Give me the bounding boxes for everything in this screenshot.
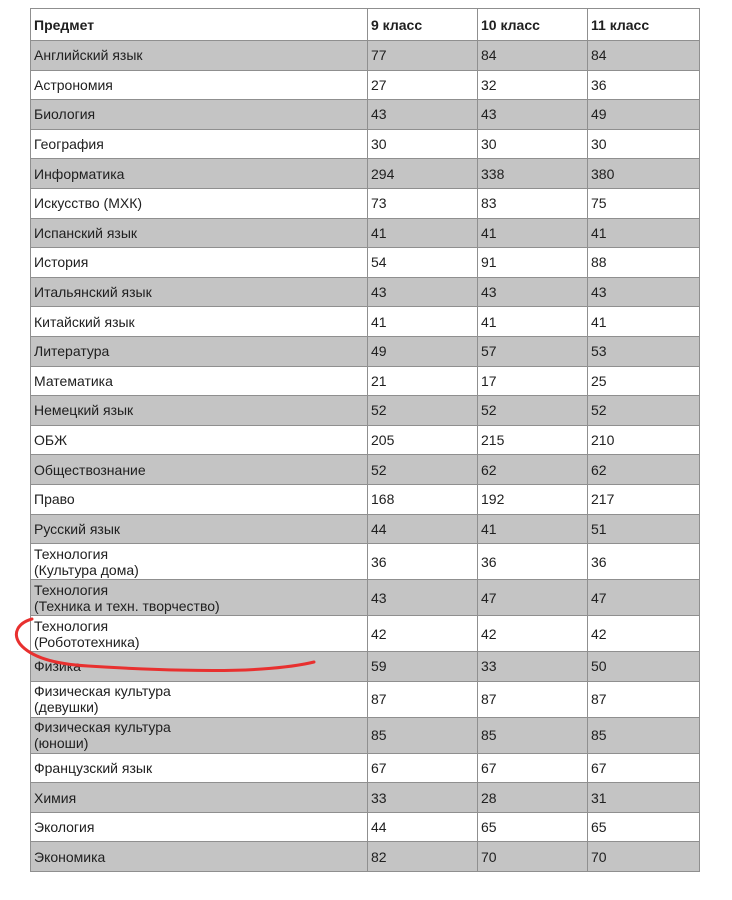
grade-10-score: 87	[478, 681, 588, 717]
grade-11-score: 84	[588, 41, 700, 71]
grade-9-score: 43	[368, 100, 478, 130]
grade-10-score: 57	[478, 336, 588, 366]
grade-10-score: 30	[478, 129, 588, 159]
subject-name-line: Технология	[34, 617, 109, 634]
grade-9-score: 168	[368, 484, 478, 514]
table-row	[31, 307, 700, 337]
grade-10-score: 83	[478, 188, 588, 218]
table-row	[31, 652, 700, 682]
grade-11-score: 67	[588, 753, 700, 783]
grade-10-score: 67	[478, 753, 588, 783]
grade-9-score: 87	[368, 681, 478, 717]
grade-10-score: 28	[478, 783, 588, 813]
table-row	[31, 425, 700, 455]
grade-11-score: 42	[588, 616, 700, 652]
grade-9-score: 52	[368, 396, 478, 426]
table-row	[31, 717, 700, 753]
subject-name-line: Итальянский язык	[34, 284, 152, 301]
table-row	[31, 681, 700, 717]
grade-11-score: 49	[588, 100, 700, 130]
grade-9-score: 82	[368, 842, 478, 872]
subject-name-line: Химия	[34, 789, 77, 806]
grade-9-score: 27	[368, 70, 478, 100]
subject-cell	[31, 455, 368, 485]
grade-11-score: 25	[588, 366, 700, 396]
grade-9-score: 42	[368, 616, 478, 652]
subject-name-line: Технология	[34, 581, 109, 598]
grade-10-score: 52	[478, 396, 588, 426]
subject-cell	[31, 218, 368, 248]
grade-11-score: 85	[588, 717, 700, 753]
subject-cell	[31, 336, 368, 366]
grade-11-score: 65	[588, 812, 700, 842]
table-row	[31, 616, 700, 652]
grade-11-score: 31	[588, 783, 700, 813]
subject-name-line: Физика	[34, 658, 81, 675]
grade-11-score: 217	[588, 484, 700, 514]
table-row	[31, 129, 700, 159]
subject-name-line: (девушки)	[34, 699, 99, 716]
grade-11-score: 70	[588, 842, 700, 872]
table-row	[31, 248, 700, 278]
grade-11-score: 51	[588, 514, 700, 544]
subject-name-line: Искусство (МХК)	[34, 195, 143, 212]
subject-name-line: Физическая культура	[34, 719, 171, 736]
table-row	[31, 484, 700, 514]
grade-9-score: 85	[368, 717, 478, 753]
subject-cell	[31, 544, 368, 580]
header-grade-10: 10 класс	[478, 9, 588, 41]
table-row	[31, 70, 700, 100]
table-row	[31, 218, 700, 248]
grade-11-score: 36	[588, 70, 700, 100]
grade-10-score: 41	[478, 218, 588, 248]
subject-cell	[31, 842, 368, 872]
grade-11-score: 47	[588, 580, 700, 616]
subject-cell	[31, 783, 368, 813]
grade-10-score: 42	[478, 616, 588, 652]
table-row	[31, 188, 700, 218]
subject-cell	[31, 812, 368, 842]
table-row	[31, 812, 700, 842]
subject-cell	[31, 277, 368, 307]
grade-11-score: 30	[588, 129, 700, 159]
subject-name-line: Биология	[34, 106, 96, 123]
grade-9-score: 43	[368, 277, 478, 307]
grade-11-score: 210	[588, 425, 700, 455]
subject-cell	[31, 41, 368, 71]
subject-name-line: Физическая культура	[34, 683, 171, 700]
subject-cell	[31, 753, 368, 783]
table-row	[31, 842, 700, 872]
grade-10-score: 43	[478, 100, 588, 130]
subject-cell	[31, 129, 368, 159]
subject-name-line: (Техника и техн. творчество)	[34, 597, 220, 614]
table-row	[31, 277, 700, 307]
table-row	[31, 396, 700, 426]
grade-10-score: 32	[478, 70, 588, 100]
grade-11-score: 88	[588, 248, 700, 278]
grade-9-score: 205	[368, 425, 478, 455]
subject-name-line: Астрономия	[34, 76, 113, 93]
grade-9-score: 294	[368, 159, 478, 189]
table-row	[31, 753, 700, 783]
subject-name-line: Технология	[34, 545, 109, 562]
subject-cell	[31, 681, 368, 717]
subject-name-line: Русский язык	[34, 520, 121, 537]
grade-11-score: 50	[588, 652, 700, 682]
table-row	[31, 41, 700, 71]
table-row	[31, 100, 700, 130]
subject-cell	[31, 70, 368, 100]
scores-table	[30, 8, 700, 872]
grade-10-score: 91	[478, 248, 588, 278]
grade-9-score: 43	[368, 580, 478, 616]
grade-9-score: 44	[368, 812, 478, 842]
grade-9-score: 36	[368, 544, 478, 580]
subject-name-line: (Культура дома)	[34, 561, 139, 578]
subject-name-line: Китайский язык	[34, 313, 135, 330]
grade-10-score: 41	[478, 514, 588, 544]
table-row	[31, 783, 700, 813]
subject-cell	[31, 652, 368, 682]
subject-name-line: Немецкий язык	[34, 402, 134, 419]
grade-9-score: 41	[368, 218, 478, 248]
table-row	[31, 366, 700, 396]
subject-cell	[31, 248, 368, 278]
subject-name-line: Право	[34, 491, 75, 508]
grade-10-score: 65	[478, 812, 588, 842]
grade-11-score: 62	[588, 455, 700, 485]
grade-11-score: 52	[588, 396, 700, 426]
subject-name-line: География	[34, 136, 104, 153]
subject-name-line: История	[34, 254, 89, 271]
subject-name-line: Французский язык	[34, 759, 153, 776]
table-row	[31, 455, 700, 485]
subject-cell	[31, 616, 368, 652]
grade-9-score: 52	[368, 455, 478, 485]
table-row	[31, 514, 700, 544]
grade-10-score: 43	[478, 277, 588, 307]
subject-name-line: Математика	[34, 372, 113, 389]
subject-cell	[31, 425, 368, 455]
subject-name-line: ОБЖ	[34, 432, 68, 449]
subject-name-line: (Робототехника)	[34, 633, 140, 650]
subject-cell	[31, 580, 368, 616]
grade-10-score: 33	[478, 652, 588, 682]
grade-11-score: 75	[588, 188, 700, 218]
grade-9-score: 77	[368, 41, 478, 71]
grade-10-score: 36	[478, 544, 588, 580]
subject-cell	[31, 188, 368, 218]
grade-11-score: 87	[588, 681, 700, 717]
subject-name-line: Английский язык	[34, 47, 143, 64]
grade-10-score: 47	[478, 580, 588, 616]
subject-cell	[31, 396, 368, 426]
grade-11-score: 36	[588, 544, 700, 580]
table-body	[31, 41, 700, 872]
subject-name-line: Обществознание	[34, 461, 146, 478]
grade-11-score: 43	[588, 277, 700, 307]
subject-cell	[31, 366, 368, 396]
grade-9-score: 30	[368, 129, 478, 159]
grade-11-score: 41	[588, 307, 700, 337]
header-grade-9: 9 класс	[368, 9, 478, 41]
grade-9-score: 21	[368, 366, 478, 396]
grade-9-score: 67	[368, 753, 478, 783]
grade-9-score: 73	[368, 188, 478, 218]
header-subject: Предмет	[31, 9, 368, 41]
grade-11-score: 53	[588, 336, 700, 366]
grade-10-score: 70	[478, 842, 588, 872]
grade-9-score: 54	[368, 248, 478, 278]
grade-10-score: 62	[478, 455, 588, 485]
table-row	[31, 159, 700, 189]
grade-10-score: 192	[478, 484, 588, 514]
grade-11-score: 41	[588, 218, 700, 248]
subject-cell	[31, 484, 368, 514]
subject-cell	[31, 100, 368, 130]
subject-name-line: Испанский язык	[34, 224, 138, 241]
header-grade-11: 11 класс	[588, 9, 700, 41]
table-row	[31, 544, 700, 580]
grade-10-score: 41	[478, 307, 588, 337]
grade-10-score: 84	[478, 41, 588, 71]
subject-cell	[31, 514, 368, 544]
grade-9-score: 41	[368, 307, 478, 337]
grade-9-score: 44	[368, 514, 478, 544]
subject-name-line: (юноши)	[34, 735, 89, 752]
table-row	[31, 580, 700, 616]
table-row	[31, 336, 700, 366]
subject-cell	[31, 717, 368, 753]
subject-name-line: Экономика	[34, 848, 106, 865]
grade-9-score: 59	[368, 652, 478, 682]
grade-10-score: 338	[478, 159, 588, 189]
grade-10-score: 215	[478, 425, 588, 455]
subject-name-line: Экология	[34, 819, 95, 836]
grade-10-score: 85	[478, 717, 588, 753]
table-header-row	[31, 9, 700, 41]
subject-name-line: Информатика	[34, 165, 125, 182]
grade-11-score: 380	[588, 159, 700, 189]
grade-9-score: 33	[368, 783, 478, 813]
subject-name-line: Литература	[34, 343, 110, 360]
subject-cell	[31, 159, 368, 189]
grade-9-score: 49	[368, 336, 478, 366]
subject-cell	[31, 307, 368, 337]
grade-10-score: 17	[478, 366, 588, 396]
